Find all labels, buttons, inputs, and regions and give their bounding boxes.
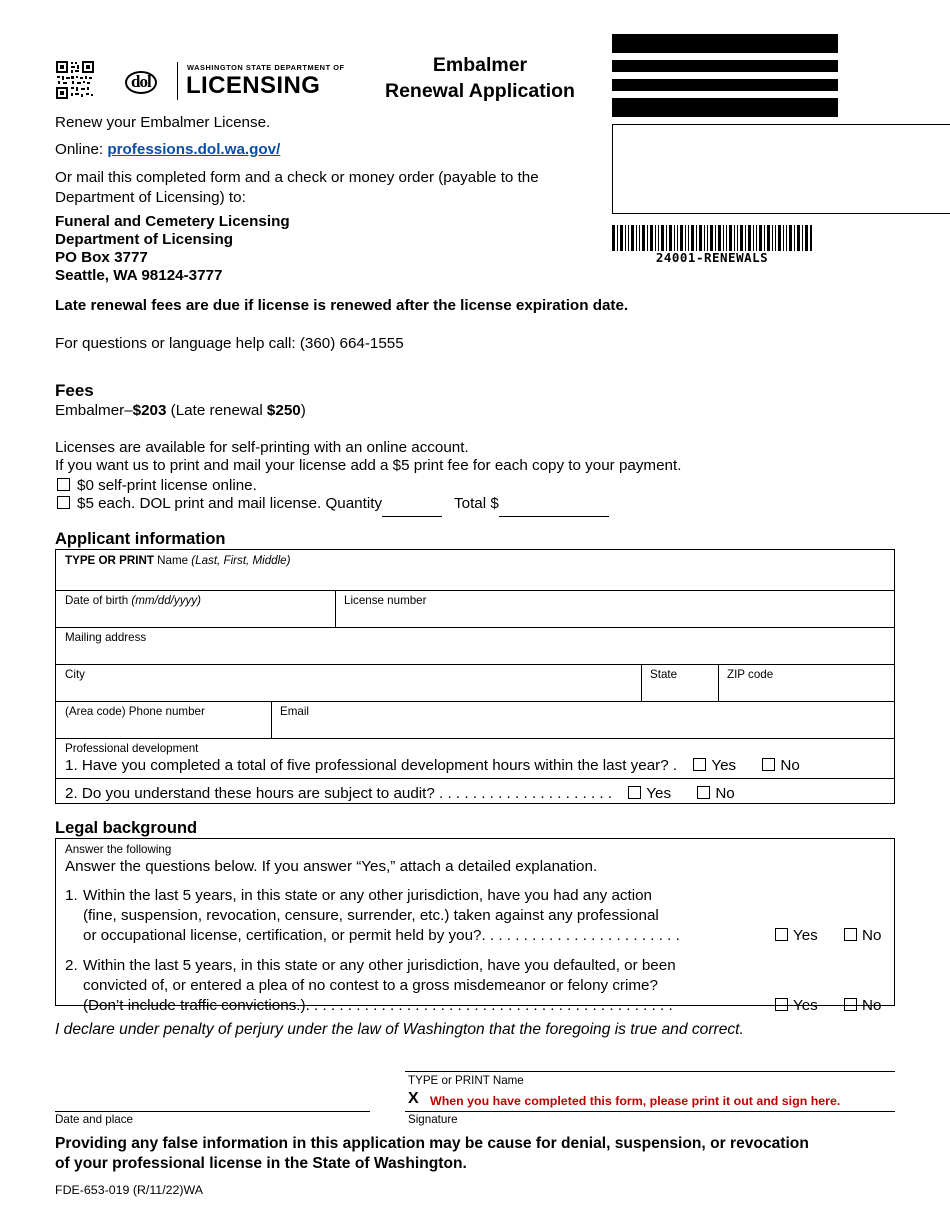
prof-dev-q1-text: Have you completed a total of five professional development hours within the last year? [81,757,669,774]
legal-q1-line1: Within the last 5 years, in this state or any other jurisdiction, have you had any action [83,887,652,904]
prof-dev-q1-no-checkbox[interactable] [762,758,775,771]
prof-dev-q1-dots: . [668,757,678,774]
fees-prefix: Embalmer– [55,402,133,419]
agency-name-large: LICENSING [186,72,321,99]
address-line-1: Funeral and Cemetery Licensing [55,213,290,230]
legal-section-heading: Legal background [55,819,198,837]
online-line [55,140,280,160]
professional-development-label: Professional development [65,742,199,755]
legal-q2-no-checkbox[interactable] [844,998,857,1011]
prof-dev-q2-yes-label: Yes [646,785,672,802]
self-print-note-2: If you want us to print and mail your license add a $5 print fee for each copy to your payment. [55,457,682,474]
self-print-option-row[interactable] [57,476,257,496]
fees-amount: $203 [132,402,167,419]
qr-code-icon [55,60,95,100]
mail-print-option-row[interactable] [57,494,609,517]
print-name-label: TYPE or PRINT Name [408,1074,524,1087]
mail-instruction: Or mail this completed form and a check or money order (payable to the Department of Licensing) to: [55,169,539,206]
prof-dev-q2-text: Do you understand these hours are subject to audit? [81,785,435,802]
page-title-line1: Embalmer [432,54,528,76]
self-print-option-label: $0 self-print license online. [77,477,257,494]
dol-wordmark [125,65,171,95]
total-input[interactable] [499,496,609,517]
legal-q2-yes-label: Yes [793,997,818,1014]
mailing-address-field-label: Mailing address [65,631,147,644]
online-label: Online: [55,141,108,158]
email-field-label: Email [280,705,309,718]
legal-answer-label: Answer the following [65,843,172,856]
self-print-checkbox[interactable] [57,478,70,491]
prof-dev-q2-no-label: No [715,785,735,802]
prof-dev-q2-no-checkbox[interactable] [697,786,710,799]
legal-q1-yes-label: Yes [793,927,818,944]
mail-bar-3 [612,79,838,91]
legal-q1-line3: or occupational license, certification, or permit held by you?. . . . . . . . . . . . . . . . . . . . . . . . [83,927,680,944]
legal-q2-yes-checkbox[interactable] [775,998,788,1011]
signature-note: When you have completed this form, please print it out and sign here. [430,1094,841,1108]
fees-amount-line [55,401,306,421]
address-line-3: PO Box 3777 [55,249,148,266]
fees-late-amount: $250 [266,402,301,419]
fees-late-suffix: ) [300,402,306,419]
questions-phone-line: For questions or language help call: (360) 664-1555 [55,335,404,352]
zip-field-label: ZIP code [727,668,774,681]
prof-dev-q2-yes-checkbox[interactable] [628,786,641,799]
applicant-section-heading: Applicant information [55,530,226,548]
legal-q2-no[interactable] [844,996,881,1016]
prof-dev-q2-dots: . . . . . . . . . . . . . . . . . . . . . [434,785,613,802]
date-place-rule [55,1111,370,1112]
legal-q1-no-label: No [862,927,882,944]
legal-q2-line2: convicted of, or entered a plea of no contest to a gross misdemeanor or felony crime? [83,977,658,994]
dob-field-label: Date of birth (mm/dd/yyyy) [65,594,201,607]
barcode-label: 24001-RENEWALS [655,250,769,265]
barcode-image [612,225,812,251]
mailing-address-window [612,124,950,214]
applicant-hline-4 [56,701,894,702]
legal-q1-no[interactable] [844,926,881,946]
legal-q2-number: 2. [65,957,78,974]
legal-q1-yes[interactable] [775,926,818,946]
fees-heading: Fees [55,381,94,400]
self-print-note-1: Licenses are available for self-printing with an online account. [55,439,469,456]
applicant-information-table [55,549,895,804]
warning-line-2: of your professional license in the State of Washington. [55,1155,467,1172]
mail-bar-4 [612,98,838,117]
mail-bars [612,34,838,124]
mail-print-checkbox[interactable] [57,496,70,509]
page-title-line2: Renewal Application [385,80,575,102]
applicant-hline-3 [56,664,894,665]
quantity-input[interactable] [382,496,442,517]
applicant-vline-email [271,701,272,738]
legal-q1-number: 1. [65,887,78,904]
legal-background-table [55,838,895,1014]
late-fee-notice: Late renewal fees are due if license is renewed after the license expiration date. [55,297,629,314]
mail-bar-1 [612,34,838,53]
legal-q2-yes[interactable] [775,996,818,1016]
prof-dev-q1-yes[interactable] [693,756,736,775]
page-title [330,52,630,104]
applicant-hline-6 [56,778,894,779]
prof-dev-q2-no[interactable] [697,784,734,803]
address-line-4: Seattle, WA 98124-3777 [55,267,223,284]
agency-name-small: WASHINGTON STATE DEPARTMENT OF [187,63,345,72]
applicant-hline-2 [56,627,894,628]
legal-q1-yes-checkbox[interactable] [775,928,788,941]
legal-q2-line3: (Don’t include traffic convictions.). . . . . . . . . . . . . . . . . . . . . . . . . . . . . . . . . . . . . . . . . . . . [83,997,673,1014]
license-number-field-label: License number [344,594,427,607]
applicant-hline-1 [56,590,894,591]
date-and-place-label: Date and place [55,1113,133,1126]
renew-instruction: Renew your Embalmer License. [55,114,271,131]
declaration-text: I declare under penalty of perjury under the law of Washington that the foregoing is true and correct. [55,1021,744,1038]
legal-q1-no-checkbox[interactable] [844,928,857,941]
prof-dev-q1-yes-checkbox[interactable] [693,758,706,771]
legal-q2-line1: Within the last 5 years, in this state or any other jurisdiction, have you defaulted, or been [83,957,676,974]
signature-x-mark: X [408,1090,419,1107]
warning-line-1: Providing any false information in this application may be cause for denial, suspension, or revocation [55,1135,809,1152]
signature-label: Signature [408,1113,458,1126]
legal-q2-no-label: No [862,997,882,1014]
total-label: Total $ [454,495,499,512]
signature-rule [405,1111,895,1112]
phone-field-label: (Area code) Phone number [65,705,205,718]
prof-dev-question-2 [65,784,735,803]
city-field-label: City [65,668,85,681]
applicant-hline-5 [56,738,894,739]
fees-late-prefix: (Late renewal [166,402,267,419]
false-information-warning [55,1134,809,1174]
legal-q1-line2: (fine, suspension, revocation, censure, surrender, etc.) taken against any professional [83,907,659,924]
prof-dev-q2-yes[interactable] [628,784,671,803]
applicant-vline-state [641,664,642,701]
online-link[interactable]: professions.dol.wa.gov/ [107,141,281,158]
state-field-label: State [650,668,678,681]
prof-dev-question-1 [65,756,800,775]
mail-print-option-label: $5 each. DOL print and mail license. Quantity [77,495,383,512]
applicant-vline-dob [335,590,336,627]
applicant-vline-zip [718,664,719,701]
logo-divider [177,62,178,100]
prof-dev-q2-number: 2. [65,785,78,802]
print-name-rule [405,1071,895,1072]
mail-bar-2 [612,60,838,72]
dol-logo [125,62,345,102]
prof-dev-q1-no[interactable] [762,756,799,775]
form-number-footer: FDE-653-019 (R/11/22)WA [55,1183,204,1197]
prof-dev-q1-yes-label: Yes [711,757,737,774]
prof-dev-q1-number: 1. [65,757,78,774]
name-field-label: TYPE OR PRINT Name (Last, First, Middle) [65,554,291,567]
address-line-2: Department of Licensing [55,231,234,248]
legal-intro-text: Answer the questions below. If you answer “Yes,” attach a detailed explanation. [65,858,598,875]
dol-wordmark-text: dol [125,71,157,94]
prof-dev-q1-no-label: No [780,757,800,774]
